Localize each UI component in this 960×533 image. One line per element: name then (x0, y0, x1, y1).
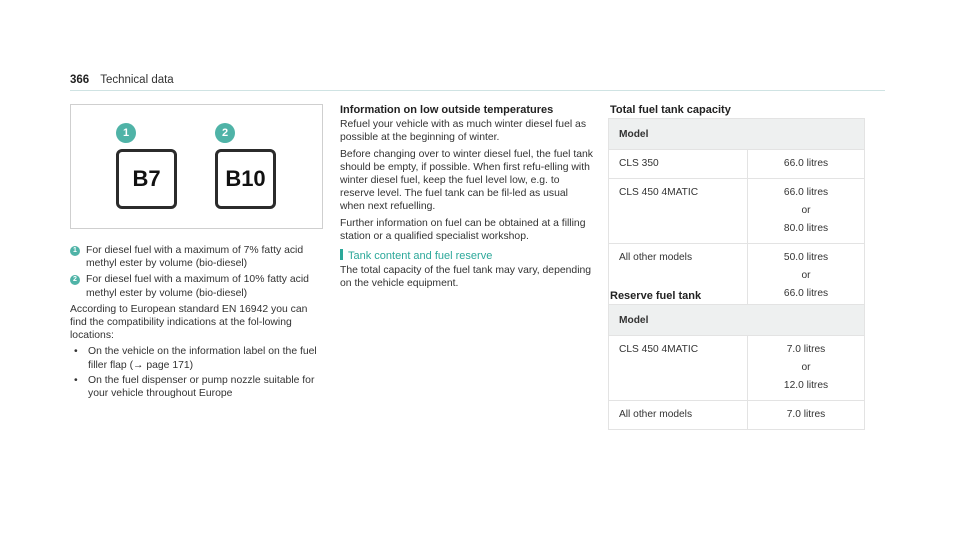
paragraph: The total capacity of the fuel tank may vary, depending on the vehicle equipment. (340, 265, 592, 290)
heading-text: Tank content and fuel reserve (348, 250, 493, 263)
paragraph: Further information on fuel can be obtained at a filling station or a qualified specialist workshop. (340, 217, 586, 242)
left-column (70, 244, 325, 402)
footnote-marker: 2 (70, 275, 80, 285)
total-capacity-title: Total fuel tank capacity (610, 104, 731, 116)
footnote-1 (70, 244, 325, 270)
section-title: Technical data (100, 74, 174, 86)
table-header: Model (609, 119, 865, 150)
total-capacity-table (608, 118, 865, 309)
section-heading-low-temperatures: Information on low outside temperatures (340, 104, 554, 116)
middle-column (340, 104, 595, 294)
reserve-tank-title: Reserve fuel tank (610, 290, 702, 302)
footnote-text: For diesel fuel with a maximum of 10% fatty acid methyl ester by volume (bio-diesel) (86, 274, 309, 299)
table-row (609, 336, 865, 401)
table-row (609, 150, 865, 179)
page-header (70, 74, 174, 86)
callout-1: 1 (116, 123, 136, 143)
table-header: Model (609, 305, 865, 336)
heading-marker-icon (340, 249, 343, 260)
callout-2: 2 (215, 123, 235, 143)
paragraph: Before changing over to winter diesel fuel, the fuel tank should be empty, if possible. When first refu-elling with winter diesel fuel, keep the fuel level low, e.g. to reserve level. The fuel tank can be fil-led as usual when next refuelling. (340, 148, 593, 213)
paragraph: Refuel your vehicle with as much winter diesel fuel as possible at the beginning of winter. (340, 119, 587, 144)
model-cell: All other models (609, 401, 748, 430)
list-item (70, 345, 325, 371)
table-row (609, 401, 865, 430)
bullet-icon: • (74, 346, 78, 358)
footnote-text: For diesel fuel with a maximum of 7% fatty acid methyl ester by volume (bio-diesel) (86, 245, 304, 270)
fuel-label-figure (70, 104, 323, 229)
value-cell: 7.0 litres (748, 401, 865, 430)
model-cell: CLS 450 4MATIC (609, 179, 748, 244)
value-cell: 50.0 litres or 66.0 litres (748, 244, 865, 309)
reserve-tank-table (608, 304, 865, 430)
list-item-text: On the vehicle on the information label on the fuel filler flap (→ page 171) (88, 346, 317, 371)
table-row (609, 179, 865, 244)
model-cell: CLS 350 (609, 150, 748, 179)
footnote-2 (70, 273, 325, 299)
bullet-icon: • (74, 374, 78, 386)
value-cell: 66.0 litres (748, 150, 865, 179)
b7-fuel-label: B7 (116, 149, 177, 209)
model-cell: All other models (609, 244, 748, 309)
list-item (70, 374, 325, 400)
page-number: 366 (70, 74, 90, 86)
header-divider (70, 90, 885, 91)
compatibility-paragraph: According to European standard EN 16942 you can find the compatibility indications at the fol-lowing locations: (70, 303, 308, 342)
footnote-marker: 1 (70, 246, 80, 256)
model-cell: CLS 450 4MATIC (609, 336, 748, 401)
b10-fuel-label: B10 (215, 149, 276, 209)
list-item-text: On the fuel dispenser or pump nozzle suitable for your vehicle throughout Europe (88, 374, 315, 400)
section-heading-tank-content (340, 249, 595, 263)
value-cell: 7.0 litres or 12.0 litres (748, 336, 865, 401)
value-cell: 66.0 litres or 80.0 litres (748, 179, 865, 244)
